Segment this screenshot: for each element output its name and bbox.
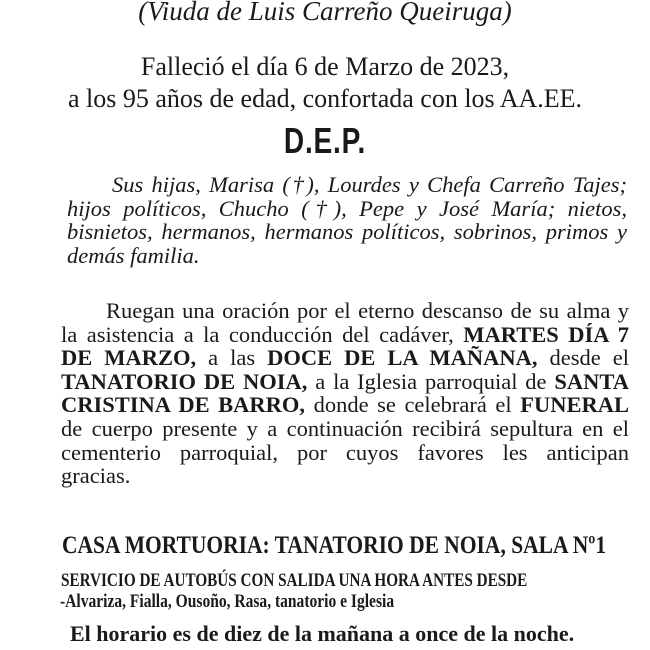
church-name-highlight: CRISTINA DE BARRO, [61, 392, 306, 418]
tanatorio-highlight: TANATORIO DE NOIA, [61, 368, 308, 394]
family-line: bisnietos, hermanos, hermanos políticos, sobrinos, primos y [67, 219, 627, 244]
body-line: TANATORIO DE NOIA, a la Iglesia parroquial de SANTA [61, 368, 629, 394]
date-highlight: MARTES DÍA 7 [463, 321, 629, 347]
dep-heading: D.E.P. [283, 120, 367, 161]
family-line: Sus hijas, Marisa (†), Lourdes y Chefa Carreño Tajes; [112, 172, 627, 197]
body-line: CRISTINA DE BARRO, donde se celebrará el FUNERAL [61, 392, 629, 418]
time-highlight: DOCE DE LA MAÑANA, [267, 345, 538, 371]
family-paragraph [67, 173, 627, 267]
body-line: la asistencia a la conducción del cadáver, MARTES DÍA 7 [61, 321, 629, 347]
bus-stops-line: -Alvariza, Fialla, Ousoño, Rasa, tanatorio e Iglesia [60, 592, 395, 612]
age-line: a los 95 años de edad, confortada con los AA.EE. [67, 84, 583, 113]
church-highlight: SANTA [554, 368, 629, 394]
body-line: DE MARZO, a las DOCE DE LA MAÑANA, desde el [61, 345, 630, 371]
funeral-highlight: FUNERAL [520, 392, 629, 418]
body-line: gracias. [61, 463, 131, 489]
body-line: cementerio parroquial, por cuyos favores les anticipan [61, 439, 629, 465]
bus-service-line: SERVICIO DE AUTOBÚS CON SALIDA UNA HORA ANTES DESDE [61, 570, 528, 591]
funeral-paragraph [61, 299, 629, 488]
casa-mortuoria-line: CASA MORTUORIA: TANATORIO DE NOIA, SALA Nº1 [62, 532, 607, 559]
month-highlight: DE MARZO, [61, 345, 197, 371]
family-line: demás familia. [67, 242, 200, 268]
opening-hours-line: El horario es de diez de la mañana a once de la noche. [70, 621, 575, 646]
body-line: Ruegan una oración por el eterno descanso de su alma y [106, 298, 629, 323]
death-date-line: Falleció el día 6 de Marzo de 2023, [140, 52, 510, 81]
body-line: de cuerpo presente y a continuación recibirá sepultura en el [61, 415, 629, 441]
widow-subtitle: (Viuda de Luis Carreño Queiruga) [138, 0, 512, 26]
family-line: hijos políticos, Chucho (†), Pepe y José María; nietos, [67, 195, 627, 221]
